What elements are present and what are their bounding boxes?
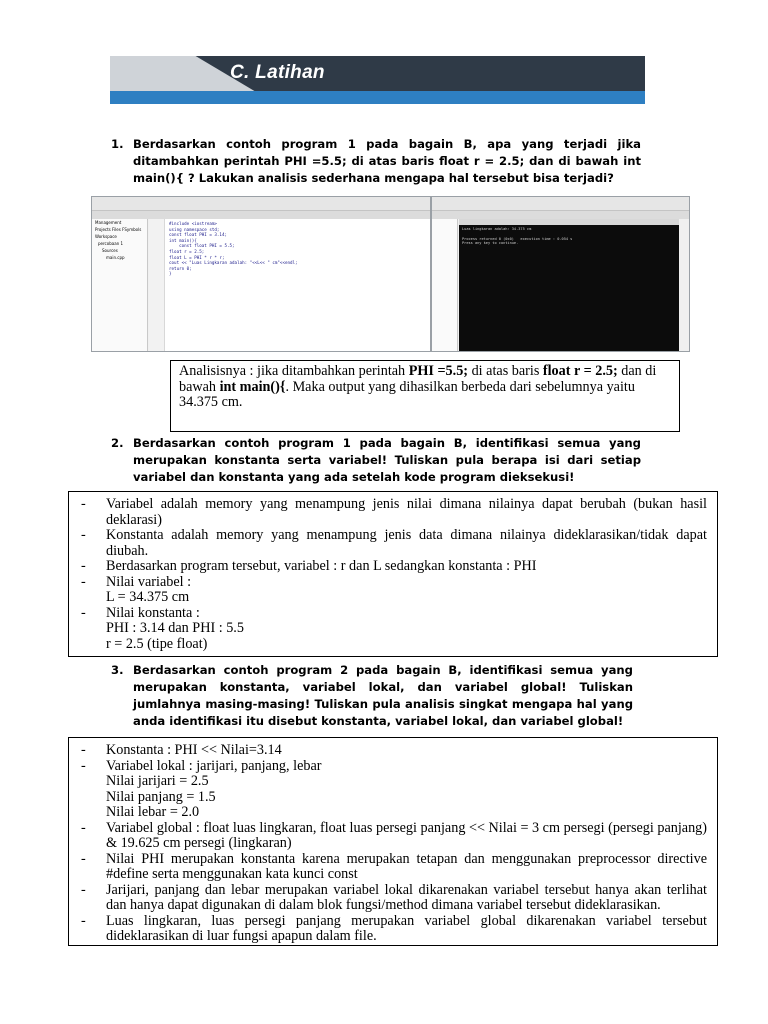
- bullet-dash: -: [81, 558, 86, 574]
- code-line: float L = PHI * r * r;: [169, 254, 225, 260]
- console-sidebar: [432, 219, 458, 351]
- answer-line: Nilai konstanta :: [106, 604, 200, 621]
- question-number: 2.: [111, 436, 124, 450]
- answer-box-3: [68, 737, 718, 946]
- question-text: Berdasarkan contoh program 2 pada bagain B, identifikasi semua yang merupakan konstanta, variabel lokal, dan variabel global! Tuliskan jumlahnya masing-masing! Tuliskan pula analisis singkat mengapa hal yang anda identifikasi itu disebut konstanta, variabel lokal, dan variabel global!: [133, 663, 633, 728]
- code-line: int main(){: [169, 237, 197, 243]
- code-line: }: [169, 271, 172, 277]
- answer-line: Konstanta : PHI << Nilai=3.14: [106, 742, 282, 758]
- code-line: using namespace std;: [169, 226, 220, 232]
- code-line: #include <iostream>: [169, 221, 217, 226]
- question-3: [111, 662, 633, 730]
- console-output: [462, 227, 572, 246]
- question-2: [111, 435, 641, 486]
- line-number-gutter: [149, 219, 165, 351]
- sidebar-item: percobaan 1: [98, 241, 123, 246]
- answer-box-1: Analisisnya : jika ditambahkan perintah PHI =5.5; di atas baris float r = 2.5; dan di bawah int main(){. Maka output yang dihasilkan berbeda dari sebelumnya yaitu 34.375 cm.: [170, 360, 680, 432]
- answer-list-item: [81, 606, 707, 653]
- code-line: const float PHI = 5.5;: [169, 243, 235, 249]
- answer-list-item: [81, 497, 707, 528]
- bullet-dash: -: [81, 850, 86, 867]
- code-editor: [149, 219, 430, 351]
- answer-line: r = 2.5 (tipe float): [106, 635, 208, 652]
- console-line: Process returned 0 (0x0) execution time : 0.054 s: [462, 236, 573, 241]
- answer-line: Variabel global : float luas lingkaran, float luas persegi panjang << Nilai = 3 cm persegi (persegi panjang) & 19.625 cm persegi (lingkaran): [106, 819, 707, 851]
- ide-tabbar: [92, 211, 430, 219]
- bullet-dash: -: [81, 881, 86, 898]
- answer-list-item: [81, 821, 707, 852]
- console-window: [459, 225, 679, 351]
- answer-line: Variabel lokal : jarijari, panjang, lebar: [106, 757, 322, 774]
- question-1: [111, 136, 641, 187]
- question-number: 3.: [111, 663, 124, 677]
- code-line: cout << "Luas Lingkaran adalah: "<<L<< " cm"<<endl;: [169, 260, 298, 266]
- console-screenshot: [431, 196, 690, 352]
- answer-list-item: [81, 528, 707, 559]
- bullet-dash: -: [81, 757, 86, 774]
- answer-list-item: [81, 852, 707, 883]
- answer-box-2: [68, 491, 718, 657]
- answer-line: Nilai variabel :: [106, 573, 192, 590]
- answer-line: Nilai PHI merupakan konstanta karena merupakan tetapan dan menggunakan preprocessor directive #define serta menggunakan kata kunci const: [106, 850, 707, 882]
- sidebar-item: Sources: [102, 248, 118, 253]
- answer-list-item: [81, 883, 707, 914]
- console-tabbar: [432, 211, 689, 219]
- bullet-dash: -: [81, 604, 86, 621]
- console-line: Press any key to continue.: [462, 241, 519, 246]
- bullet-dash: -: [81, 496, 86, 512]
- sidebar-item: Management: [95, 220, 122, 225]
- answer-line: Berdasarkan program tersebut, variabel : r dan L sedangkan konstanta : PHI: [106, 558, 537, 574]
- sidebar-item: main.cpp: [106, 255, 125, 260]
- ide-project-sidebar: [92, 219, 148, 351]
- bullet-dash: -: [81, 742, 86, 758]
- sidebar-item: Projects Files FSymbols: [95, 227, 142, 232]
- answer-list-item: [81, 759, 707, 821]
- ide-toolbar: [92, 197, 430, 211]
- answer-list-item: [81, 575, 707, 606]
- ide-screenshot: [91, 196, 431, 352]
- question-number: 1.: [111, 137, 124, 151]
- section-title: C. Latihan: [230, 62, 325, 83]
- answer-line: Nilai panjang = 1.5: [106, 788, 216, 805]
- question-text: Berdasarkan contoh program 1 pada bagain B, identifikasi semua yang merupakan konstanta serta variabel! Tuliskan pula berapa isi dari setiap variabel dan konstanta yang ada setelah kode program dieksekusi!: [133, 436, 641, 484]
- answer-line: Variabel adalah memory yang menampung jenis nilai dimana nilainya dapat berubah (bukan hasil deklarasi): [106, 496, 707, 528]
- answer-list-item: [81, 914, 707, 945]
- bullet-dash: -: [81, 819, 86, 836]
- bullet-dash: -: [81, 573, 86, 590]
- console-toolbar: [432, 197, 689, 211]
- bullet-dash: -: [81, 527, 86, 543]
- answer-list-item: [81, 743, 707, 759]
- answer-line: Luas lingkaran, luas persegi panjang merupakan variabel global dikarenakan variabel tersebut dideklarasikan di luar fungsi apapun dalam file.: [106, 912, 707, 944]
- bullet-dash: -: [81, 912, 86, 929]
- answer-line: L = 34.375 cm: [106, 589, 190, 605]
- answer-line: Nilai jarijari = 2.5: [106, 773, 209, 789]
- answer-line: Konstanta adalah memory yang menampung jenis data dimana nilainya dideklarasikan/tidak dapat diubah.: [106, 527, 707, 559]
- console-titlebar: [459, 219, 679, 225]
- code-line: float r = 2.5;: [169, 248, 205, 254]
- sidebar-item: Workspace: [95, 234, 117, 239]
- question-text: Berdasarkan contoh program 1 pada bagain B, apa yang terjadi jika ditambahkan perintah PHI =5.5; di atas baris float r = 2.5; dan di bawah int main(){ ? Lakukan analisis sederhana mengapa hal tersebut bisa terjadi?: [133, 137, 641, 185]
- answer-list-item: [81, 559, 707, 575]
- code-line: const float PHI = 3.14;: [169, 232, 227, 238]
- code-line: return 0;: [169, 265, 192, 271]
- answer-line: Nilai lebar = 2.0: [106, 804, 200, 820]
- code-text: [169, 221, 298, 277]
- answer-line: Jarijari, panjang dan lebar merupakan variabel lokal dikarenakan variabel tersebut hanya akan terlihat dan hanya dapat digunakan di dalam blok fungsi/method dimana variabel tersebut dideklarasikan.: [106, 881, 707, 913]
- answer-line: PHI : 3.14 dan PHI : 5.5: [106, 620, 244, 636]
- section-header-banner: [110, 56, 645, 112]
- console-line: Luas lingkaran adalah: 34.375 cm: [462, 227, 532, 231]
